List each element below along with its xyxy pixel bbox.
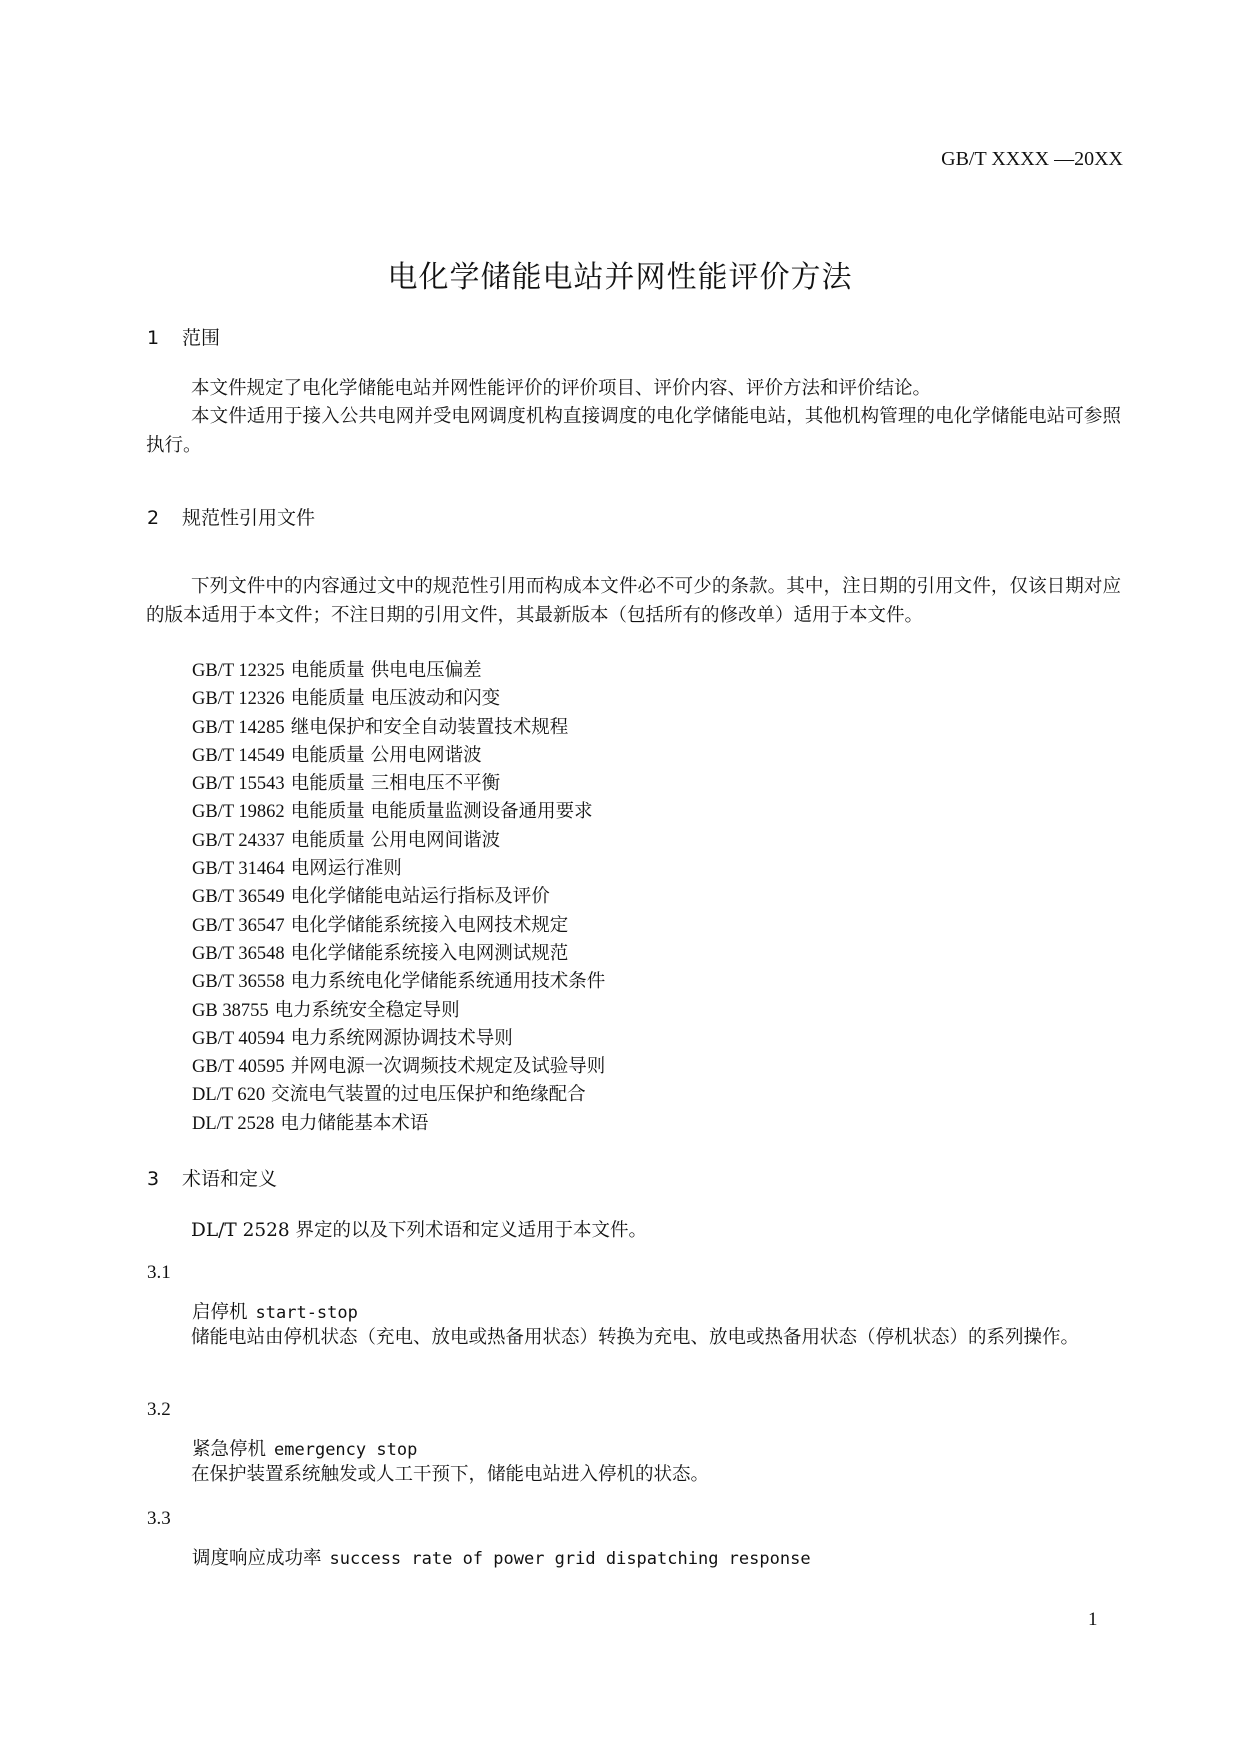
section-1-number: 1 [147,327,160,349]
reference-item [192,1110,605,1138]
reference-code: GB/T 40595 [192,1057,285,1078]
section-1-heading [147,323,220,350]
reference-item [192,855,605,883]
section-3-number: 3 [147,1168,160,1190]
reference-title: 电能质量 公用电网间谐波 [290,829,501,851]
reference-title: 电力系统电化学储能系统通用技术条件 [290,971,606,993]
reference-code: GB/T 24337 [192,830,285,851]
term-heading [192,1298,358,1324]
reference-title: 电力系统安全稳定导则 [274,999,460,1021]
term-heading [192,1544,811,1570]
reference-item [192,968,605,996]
term-number: 3.2 [147,1399,171,1420]
reference-item [192,685,605,713]
term-definition: 在保护装置系统触发或人工干预下，储能电站进入停机的状态。 [191,1464,710,1485]
reference-item [192,1025,605,1053]
reference-list [192,657,605,1138]
reference-code: GB 38755 [192,1000,269,1021]
reference-title: 电能质量 电压波动和闪变 [290,688,501,710]
reference-title: 电能质量 三相电压不平衡 [290,773,501,795]
term-number: 3.1 [147,1262,171,1283]
reference-item [192,798,605,826]
reference-code: GB/T 14549 [192,745,285,766]
term-english: emergency stop [274,1440,418,1460]
reference-title: 电能质量 公用电网谐波 [290,744,482,766]
reference-title: 电化学储能系统接入电网测试规范 [290,942,569,964]
reference-title: 电力储能基本术语 [280,1112,429,1134]
reference-item [192,883,605,911]
term-number: 3.3 [147,1508,171,1529]
reference-item [192,827,605,855]
reference-code: GB/T 36549 [192,887,285,908]
terms-intro: DL/T 2528 界定的以及下列术语和定义适用于本文件。 [191,1220,648,1241]
reference-code: DL/T 2528 [192,1113,275,1134]
reference-code: GB/T 36558 [192,972,285,993]
reference-item [192,1053,605,1081]
reference-item [192,912,605,940]
reference-title: 交流电气装置的过电压保护和绝缘配合 [271,1084,586,1106]
scope-paragraph-1: 本文件规定了电化学储能电站并网性能评价的评价项目、评价内容、评价方法和评价结论。 [191,378,932,399]
reference-code: DL/T 620 [192,1085,266,1106]
section-3-heading [147,1164,277,1191]
term-english: success rate of power grid dispatching response [329,1549,811,1569]
reference-item [192,770,605,798]
reference-code: GB/T 12325 [192,661,285,681]
reference-code: GB/T 36547 [192,915,285,936]
reference-title: 并网电源一次调频技术规定及试验导则 [290,1056,606,1078]
section-3-title: 术语和定义 [182,1168,278,1190]
reference-title: 电化学储能系统接入电网技术规定 [290,914,569,936]
reference-code: GB/T 14285 [192,717,285,738]
reference-title: 电能质量 电能质量监测设备通用要求 [290,801,593,823]
term-english: start-stop [255,1303,358,1323]
reference-code: GB/T 19862 [192,802,285,823]
normative-references-intro: 下列文件中的内容通过文中的规范性引用而构成本文件必不可少的条款。其中，注日期的引用文件，仅该日期对应的版本适用于本文件；不注日期的引用文件，其最新版本（包括所有的修改单）适用于本文件。 [146,576,1121,626]
section-1-title: 范围 [182,327,221,349]
term-heading [192,1435,417,1461]
term-chinese: 启停机 [192,1302,248,1323]
reference-title: 电化学储能电站运行指标及评价 [290,886,550,908]
scope-paragraph-2: 本文件适用于接入公共电网并受电网调度机构直接调度的电化学储能电站，其他机构管理的电化学储能电站可参照执行。 [146,406,1121,456]
reference-code: GB/T 36548 [192,943,285,964]
section-2-title: 规范性引用文件 [182,507,316,529]
document-title: 电化学储能电站并网性能评价方法 [387,260,853,295]
reference-code: GB/T 31464 [192,859,285,880]
term-chinese: 紧急停机 [192,1439,267,1460]
reference-code: GB/T 40594 [192,1028,285,1049]
reference-item [192,657,605,685]
section-2-heading [147,503,315,530]
section-2-number: 2 [147,507,160,529]
reference-title: 电力系统网源协调技术导则 [290,1027,513,1049]
reference-code: GB/T 12326 [192,689,285,710]
reference-title: 电网运行准则 [290,858,402,880]
page-number: 1 [1088,1609,1098,1630]
reference-code: GB/T 15543 [192,774,285,795]
reference-item [192,997,605,1025]
term-chinese: 调度响应成功率 [192,1548,322,1569]
reference-item [192,940,605,968]
reference-item [192,1081,605,1109]
reference-title: 继电保护和安全自动装置技术规程 [290,716,569,738]
reference-item [192,714,605,742]
reference-title: 电能质量 供电电压偏差 [290,660,482,681]
standard-number: GB/T XXXX —20XX [941,148,1123,170]
term-definition: 储能电站由停机状态（充电、放电或热备用状态）转换为充电、放电或热备用状态（停机状态）的系列操作。 [191,1327,1080,1348]
reference-item [192,742,605,770]
